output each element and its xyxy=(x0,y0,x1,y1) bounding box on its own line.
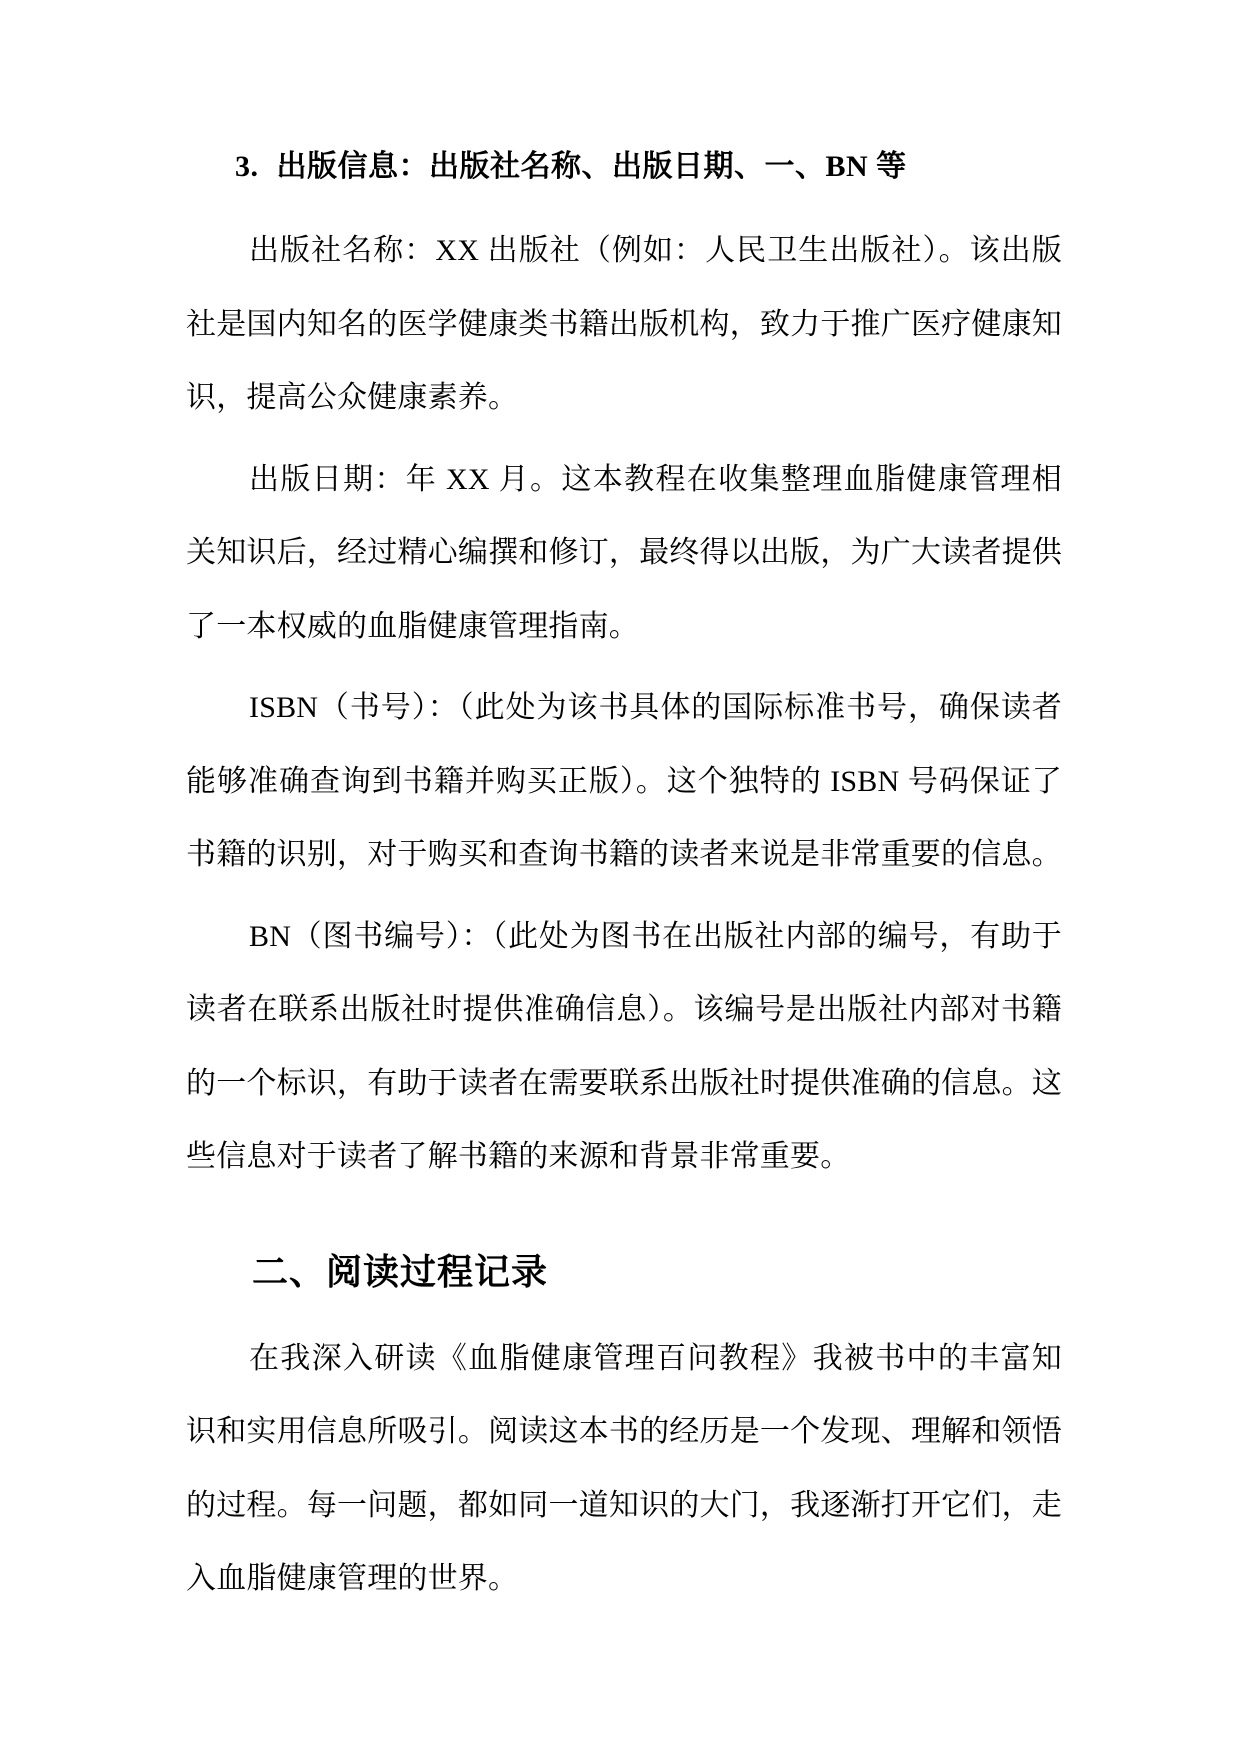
paragraph-publisher-name: 出版社名称：XX 出版社（例如：人民卫生出版社）。该出版社是国内知名的医学健康类书籍出版机构，致力于推广医疗健康知识，提高公众健康素养。 xyxy=(186,234,1062,414)
paragraph-bn: BN（图书编号）：（此处为图书在出版社内部的编号，有助于读者在联系出版社时提供准确信息）。该编号是出版社内部对书籍的一个标识，有助于读者在需要联系出版社时提供准确的信息。这些信息对于读者了解书籍的来源和背景非常重要。 xyxy=(186,919,1062,1173)
publication-info-heading-number: 3. xyxy=(235,150,259,183)
document-content xyxy=(186,128,1062,1616)
paragraph-reading-intro: 在我深入研读《血脂健康管理百问教程》我被书中的丰富知识和实用信息所吸引。阅读这本书的经历是一个发现、理解和领悟的过程。每一问题，都如同一道知识的大门，我逐渐打开它们，走入血脂健康管理的世界。 xyxy=(186,1341,1062,1595)
reading-record-heading: 二、阅读过程记录 xyxy=(252,1251,549,1292)
paragraph-isbn: ISBN（书号）：（此处为该书具体的国际标准书号，确保读者能够准确查询到书籍并购买正版）。这个独特的 ISBN 号码保证了书籍的识别，对于购买和查询书籍的读者来说是非常重要的信息。 xyxy=(186,691,1062,871)
publication-info-heading-title: 出版信息：出版社名称、出版日期、一、BN 等 xyxy=(276,150,907,183)
publication-info-heading xyxy=(186,128,1062,206)
paragraph-publication-date: 出版日期：年 XX 月。这本教程在收集整理血脂健康管理相关知识后，经过精心编撰和修订，最终得以出版，为广大读者提供了一本权威的血脂健康管理指南。 xyxy=(186,462,1062,643)
